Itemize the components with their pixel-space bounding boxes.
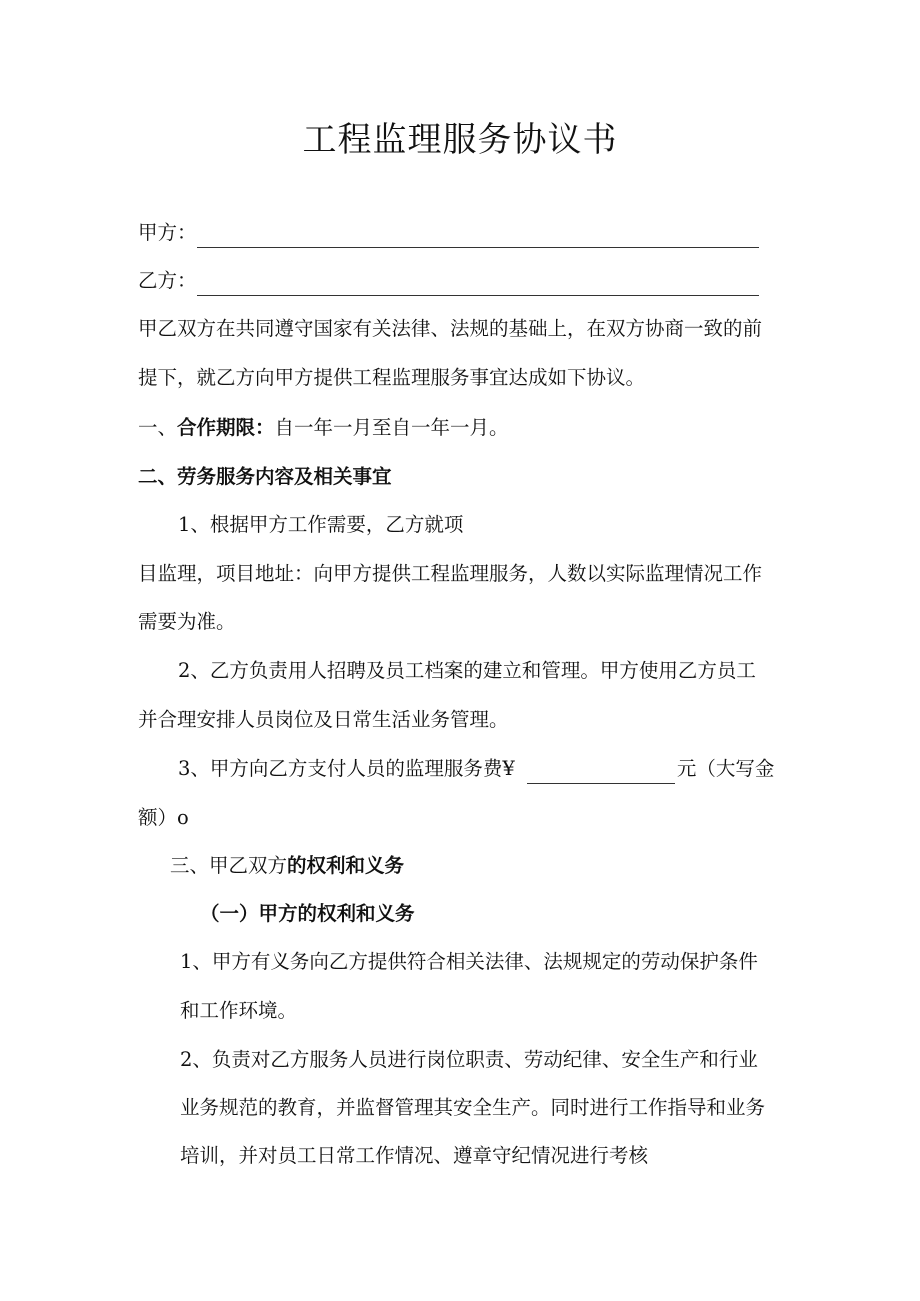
section-3-sub-1: （一）甲方的权利和义务 bbox=[200, 902, 415, 925]
fee-text: 3、甲方向乙方支付人员的监理服务费¥ bbox=[178, 757, 515, 780]
party-b-row bbox=[138, 266, 759, 296]
section-2-heading: 二、劳务服务内容及相关事宜 bbox=[138, 465, 392, 488]
section-1-text: 自一年一月至自一年一月。 bbox=[274, 416, 509, 439]
intro-line-1: 甲乙双方在共同遵守国家有关法律、法规的基础上，在双方协商一致的前 bbox=[138, 317, 763, 340]
s2-item-1-line-3: 需要为准。 bbox=[138, 610, 236, 633]
section-3-heading bbox=[170, 851, 404, 881]
section-1 bbox=[138, 413, 509, 443]
s2-item-3-line-1 bbox=[178, 754, 774, 784]
s2-item-1-line-2: 目监理，项目地址：向甲方提供工程监理服务，人数以实际监理情况工作 bbox=[138, 562, 763, 585]
s2-item-3-line-2: 额）o bbox=[138, 806, 189, 829]
s2-item-2-line-2: 并合理安排人员岗位及日常生活业务管理。 bbox=[138, 708, 509, 731]
section-1-number: 一、 bbox=[138, 416, 178, 439]
a-item-1-line-2: 和工作环境。 bbox=[180, 999, 298, 1022]
s2-item-2-line-1: 2、乙方负责用人招聘及员工档案的建立和管理。甲方使用乙方员工 bbox=[178, 659, 756, 682]
section-3-heading-plain: 三、甲乙双方 bbox=[170, 854, 288, 877]
party-b-fill-line bbox=[197, 275, 759, 296]
a-item-2-line-3: 培训，并对员工日常工作情况、遵章守纪情况进行考核 bbox=[180, 1144, 649, 1167]
party-b-label: 乙方： bbox=[138, 269, 197, 292]
party-a-row bbox=[138, 218, 759, 248]
a-item-1-line-1: 1、甲方有义务向乙方提供符合相关法律、法规规定的劳动保护条件 bbox=[180, 950, 758, 973]
party-a-fill-line bbox=[197, 227, 759, 248]
s2-item-1-line-1: 1、根据甲方工作需要，乙方就项 bbox=[178, 513, 464, 536]
section-3-heading-bold: 的权利和义务 bbox=[287, 854, 405, 877]
a-item-2-line-2: 业务规范的教育，并监督管理其安全生产。同时进行工作指导和业务 bbox=[180, 1096, 766, 1119]
fee-text-suffix: 元（大写金 bbox=[676, 757, 775, 780]
document-title: 工程监理服务协议书 bbox=[302, 120, 618, 160]
fee-amount-fill-line bbox=[527, 763, 675, 784]
section-1-heading: 合作期限： bbox=[177, 416, 275, 439]
party-a-label: 甲方： bbox=[138, 221, 197, 244]
intro-line-2: 提下，就乙方向甲方提供工程监理服务事宜达成如下协议。 bbox=[138, 366, 646, 389]
a-item-2-line-1: 2、负责对乙方服务人员进行岗位职责、劳动纪律、安全生产和行业 bbox=[180, 1048, 758, 1071]
